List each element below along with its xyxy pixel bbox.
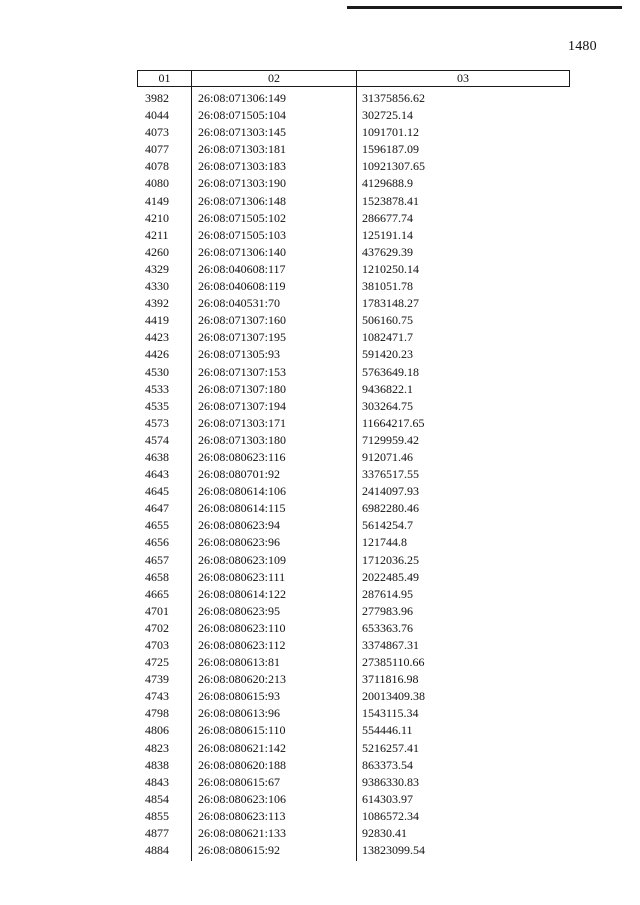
cell-01: 4423: [145, 330, 169, 345]
cell-01: 4645: [145, 484, 169, 499]
cell-02: 26:08:071303:183: [198, 159, 287, 174]
table-row: [137, 825, 570, 842]
table-row: [137, 158, 570, 175]
cell-01: 4419: [145, 313, 169, 328]
table-row: [137, 586, 570, 603]
cell-02: 26:08:080623:106: [198, 791, 287, 806]
cell-03: 277983.96: [362, 603, 413, 618]
table-row: [137, 432, 570, 449]
cell-03: 20013409.38: [362, 689, 425, 704]
cell-03: 912071.46: [362, 449, 413, 464]
cell-02: 26:08:071505:103: [198, 227, 287, 242]
table-row: [137, 620, 570, 637]
cell-03: 1091701.12: [362, 125, 419, 140]
cell-01: 4703: [145, 638, 169, 652]
cell-01: 4798: [145, 706, 169, 721]
cell-01: 4533: [145, 381, 169, 396]
cell-03: 1086572.34: [362, 808, 419, 823]
data-table: [137, 70, 570, 859]
table-row: [137, 483, 570, 500]
cell-01: 4643: [145, 467, 169, 482]
cell-03: 554446.11: [362, 723, 413, 738]
table-row: [137, 261, 570, 278]
cell-02: 26:08:080623:109: [198, 552, 287, 567]
cell-02: 26:08:080623:112: [198, 638, 286, 652]
cell-03: 1523878.41: [362, 193, 419, 208]
cell-03: 1712036.25: [362, 552, 419, 567]
cell-03: 437629.39: [362, 244, 413, 259]
cell-03: 92830.41: [362, 826, 407, 841]
cell-03: 13823099.54: [362, 843, 425, 858]
column-divider: [356, 87, 357, 861]
cell-02: 26:08:071303:181: [198, 142, 287, 157]
cell-01: 4330: [145, 279, 169, 294]
cell-02: 26:08:071306:148: [198, 193, 287, 208]
cell-03: 614303.97: [362, 791, 413, 806]
cell-01: 4655: [145, 518, 169, 533]
cell-02: 26:08:080623:110: [198, 620, 286, 635]
table-row: [137, 449, 570, 466]
table-body: [137, 90, 570, 859]
cell-03: 121744.8: [362, 535, 407, 550]
cell-03: 2414097.93: [362, 484, 419, 499]
cell-03: 4129688.9: [362, 176, 413, 191]
table-row: [137, 193, 570, 210]
table-row: [137, 124, 570, 141]
cell-01: 4658: [145, 569, 169, 584]
cell-01: 4656: [145, 535, 169, 550]
cell-02: 26:08:040608:117: [198, 261, 286, 276]
cell-02: 26:08:080615:93: [198, 689, 281, 704]
table-row: [137, 534, 570, 551]
table-row: [137, 740, 570, 757]
table-row: [137, 671, 570, 688]
cell-02: 26:08:080623:94: [198, 518, 281, 533]
cell-03: 3374867.31: [362, 638, 419, 652]
cell-02: 26:08:071303:171: [198, 415, 287, 430]
cell-02: 26:08:071307:195: [198, 330, 287, 345]
cell-03: 653363.76: [362, 620, 413, 635]
cell-02: 26:08:080623:116: [198, 449, 286, 464]
table-row: [137, 603, 570, 620]
table-row: [137, 552, 570, 569]
cell-01: 4211: [145, 227, 169, 242]
cell-01: 4638: [145, 449, 169, 464]
column-divider: [191, 87, 192, 861]
table-row: [137, 329, 570, 346]
cell-03: 3376517.55: [362, 467, 419, 482]
cell-02: 26:08:040531:70: [198, 296, 281, 311]
cell-03: 5216257.41: [362, 740, 419, 755]
table-row: [137, 500, 570, 517]
table-row: [137, 364, 570, 381]
table-row: [137, 774, 570, 791]
cell-02: 26:08:071307:160: [198, 313, 287, 328]
cell-01: 4530: [145, 364, 169, 379]
cell-03: 9386330.83: [362, 774, 419, 789]
cell-02: 26:08:080623:111: [198, 569, 286, 584]
cell-02: 26:08:080614:122: [198, 586, 287, 601]
cell-03: 287614.95: [362, 586, 413, 601]
cell-01: 4044: [145, 108, 169, 123]
cell-03: 863373.54: [362, 757, 413, 772]
cell-03: 2022485.49: [362, 569, 419, 584]
cell-02: 26:08:080615:110: [198, 723, 286, 738]
top-rule: [347, 6, 622, 9]
cell-01: 4725: [145, 655, 169, 670]
cell-03: 1596187.09: [362, 142, 419, 157]
cell-01: 4077: [145, 142, 169, 157]
page-number: 1480: [568, 39, 597, 54]
cell-02: 26:08:071306:140: [198, 244, 287, 259]
cell-01: 4843: [145, 774, 169, 789]
cell-01: 4855: [145, 808, 169, 823]
cell-03: 506160.75: [362, 313, 413, 328]
cell-01: 4647: [145, 501, 169, 516]
cell-02: 26:08:080620:213: [198, 672, 287, 687]
table-row: [137, 227, 570, 244]
cell-03: 303264.75: [362, 398, 413, 413]
cell-03: 286677.74: [362, 210, 413, 225]
table-row: [137, 90, 570, 107]
table-row: [137, 757, 570, 774]
table-row: [137, 688, 570, 705]
cell-03: 1543115.34: [362, 706, 419, 721]
cell-03: 27385110.66: [362, 655, 425, 670]
table-row: [137, 808, 570, 825]
cell-01: 4426: [145, 347, 169, 362]
cell-01: 4149: [145, 193, 169, 208]
column-header-01: 01: [138, 71, 192, 86]
table-row: [137, 312, 570, 329]
cell-01: 4838: [145, 757, 169, 772]
cell-03: 3711816.98: [362, 672, 419, 687]
cell-02: 26:08:071505:102: [198, 210, 287, 225]
table-row: [137, 210, 570, 227]
cell-01: 4877: [145, 826, 169, 841]
cell-03: 31375856.62: [362, 91, 425, 105]
cell-02: 26:08:071303:145: [198, 125, 287, 140]
table-row: [137, 381, 570, 398]
table-row: [137, 141, 570, 158]
cell-01: 4806: [145, 723, 169, 738]
table-row: [137, 569, 570, 586]
cell-02: 26:08:080701:92: [198, 467, 281, 482]
cell-02: 26:08:080614:106: [198, 484, 287, 499]
cell-01: 4210: [145, 210, 169, 225]
cell-02: 26:08:080621:133: [198, 826, 287, 841]
cell-01: 4701: [145, 603, 169, 618]
cell-02: 26:08:071307:180: [198, 381, 287, 396]
table-row: [137, 398, 570, 415]
cell-01: 4884: [145, 843, 169, 858]
cell-01: 4392: [145, 296, 169, 311]
cell-02: 26:08:071303:190: [198, 176, 287, 191]
cell-02: 26:08:071505:104: [198, 108, 287, 123]
cell-02: 26:08:080613:96: [198, 706, 281, 721]
cell-01: 4743: [145, 689, 169, 704]
cell-01: 4535: [145, 398, 169, 413]
column-header-03: 03: [457, 71, 469, 85]
cell-02: 26:08:080615:92: [198, 843, 281, 858]
table-header: [137, 70, 570, 87]
cell-01: 4260: [145, 244, 169, 259]
cell-02: 26:08:040608:119: [198, 279, 286, 294]
cell-03: 9436822.1: [362, 381, 413, 396]
cell-01: 4573: [145, 415, 169, 430]
cell-02: 26:08:071306:149: [198, 91, 287, 105]
cell-02: 26:08:071307:153: [198, 364, 287, 379]
table-row: [137, 517, 570, 534]
cell-03: 302725.14: [362, 108, 413, 123]
table-row: [137, 705, 570, 722]
cell-01: 4665: [145, 586, 169, 601]
cell-02: 26:08:080623:95: [198, 603, 281, 618]
cell-03: 1210250.14: [362, 261, 419, 276]
cell-03: 5614254.7: [362, 518, 413, 533]
table-row: [137, 415, 570, 432]
cell-01: 4073: [145, 125, 169, 140]
table-row: [137, 466, 570, 483]
cell-02: 26:08:080615:67: [198, 774, 281, 789]
cell-03: 7129959.42: [362, 432, 419, 447]
table-row: [137, 637, 570, 654]
table-row: [137, 791, 570, 808]
cell-01: 4657: [145, 552, 169, 567]
table-row: [137, 175, 570, 192]
cell-02: 26:08:071307:194: [198, 398, 287, 413]
table-row: [137, 654, 570, 671]
cell-03: 11664217.65: [362, 415, 425, 430]
cell-03: 1783148.27: [362, 296, 419, 311]
cell-03: 10921307.65: [362, 159, 425, 174]
cell-02: 26:08:080623:113: [198, 808, 286, 823]
cell-03: 6982280.46: [362, 501, 419, 516]
cell-03: 381051.78: [362, 279, 413, 294]
table-row: [137, 278, 570, 295]
cell-01: 4823: [145, 740, 169, 755]
table-row: [137, 722, 570, 739]
cell-02: 26:08:071303:180: [198, 432, 287, 447]
cell-03: 1082471.7: [362, 330, 413, 345]
cell-03: 591420.23: [362, 347, 413, 362]
cell-01: 4739: [145, 672, 169, 687]
cell-02: 26:08:080620:188: [198, 757, 287, 772]
cell-02: 26:08:071305:93: [198, 347, 281, 362]
cell-01: 4078: [145, 159, 169, 174]
cell-02: 26:08:080614:115: [198, 501, 286, 516]
cell-01: 3982: [145, 91, 169, 105]
cell-01: 4080: [145, 176, 169, 191]
cell-01: 4574: [145, 432, 169, 447]
column-header-02: 02: [192, 71, 357, 86]
table-row: [137, 295, 570, 312]
cell-01: 4329: [145, 261, 169, 276]
table-row: [137, 244, 570, 261]
cell-01: 4854: [145, 791, 169, 806]
cell-02: 26:08:080613:81: [198, 655, 281, 670]
cell-02: 26:08:080621:142: [198, 740, 287, 755]
cell-03: 5763649.18: [362, 364, 419, 379]
table-row: [137, 346, 570, 363]
cell-02: 26:08:080623:96: [198, 535, 281, 550]
cell-01: 4702: [145, 620, 169, 635]
table-row: [137, 842, 570, 859]
table-row: [137, 107, 570, 124]
cell-03: 125191.14: [362, 227, 413, 242]
